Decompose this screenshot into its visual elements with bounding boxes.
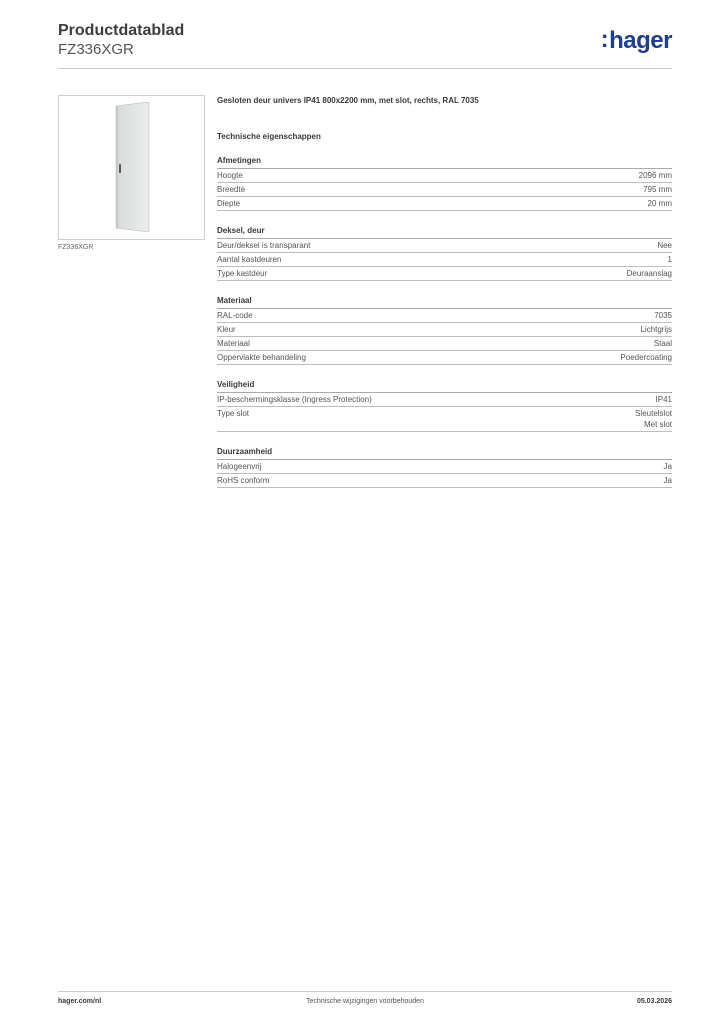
table-row bbox=[217, 323, 672, 337]
page-header bbox=[58, 20, 672, 70]
row-value: 20 mm bbox=[647, 199, 672, 208]
table-row bbox=[217, 183, 672, 197]
table-row bbox=[217, 253, 672, 267]
footer-divider bbox=[58, 991, 672, 992]
row-label: Oppervlakte behandeling bbox=[217, 353, 306, 362]
row-value: 795 mm bbox=[643, 185, 672, 194]
table-row bbox=[217, 393, 672, 407]
table-row bbox=[217, 197, 672, 211]
row-label: Breedte bbox=[217, 185, 246, 194]
section-dimensions bbox=[217, 155, 672, 211]
row-value: Poedercoating bbox=[620, 353, 672, 362]
page-footer bbox=[58, 998, 672, 1010]
section-title: Duurzaamheid bbox=[217, 446, 672, 460]
row-value: Deuraanslag bbox=[626, 269, 672, 278]
row-value: 7035 bbox=[654, 311, 672, 320]
section-title: Materiaal bbox=[217, 295, 672, 309]
row-value: IP41 bbox=[655, 395, 672, 404]
row-value: Lichtgrijs bbox=[640, 325, 672, 334]
row-label: Hoogte bbox=[217, 171, 243, 180]
footer-website-link[interactable]: hager.com/nl bbox=[58, 998, 102, 1005]
row-value: 2096 mm bbox=[638, 171, 672, 180]
header-divider bbox=[58, 68, 672, 69]
row-value: 1 bbox=[667, 255, 672, 264]
section-title: Veiligheid bbox=[217, 379, 672, 393]
row-label: RoHS conform bbox=[217, 476, 270, 485]
row-value: Staal bbox=[653, 339, 672, 348]
row-value: Nee bbox=[657, 241, 672, 250]
row-label: Type slot bbox=[217, 409, 250, 418]
product-image bbox=[58, 95, 205, 240]
row-value: Ja bbox=[663, 462, 672, 471]
product-details bbox=[217, 95, 672, 488]
product-description: Gesloten deur univers IP41 800x2200 mm, met slot, rechts, RAL 7035 bbox=[217, 96, 479, 105]
row-label: RAL-code bbox=[217, 311, 253, 320]
product-code: FZ336XGR bbox=[58, 41, 134, 58]
hager-logo: :hager bbox=[600, 26, 672, 54]
section-sustainability bbox=[217, 446, 672, 488]
section-material bbox=[217, 295, 672, 365]
table-row bbox=[217, 169, 672, 183]
table-row bbox=[217, 474, 672, 488]
section-title: Deksel, deur bbox=[217, 225, 672, 239]
table-row bbox=[217, 239, 672, 253]
footer-date: 05.03.2026 bbox=[636, 998, 672, 1005]
image-caption: FZ336XGR bbox=[58, 244, 94, 251]
row-label: Halogeenvrij bbox=[217, 462, 262, 471]
row-label: IP-beschermingsklasse (Ingress Protection) bbox=[217, 395, 372, 404]
section-title: Afmetingen bbox=[217, 155, 672, 169]
section-safety bbox=[217, 379, 672, 432]
document-title: Productdatablad bbox=[58, 22, 185, 39]
row-label: Kleur bbox=[217, 325, 236, 334]
table-row bbox=[217, 337, 672, 351]
table-row bbox=[217, 407, 672, 432]
table-row bbox=[217, 267, 672, 281]
door-illustration bbox=[113, 102, 151, 232]
table-row bbox=[217, 351, 672, 365]
row-label: Type kastdeur bbox=[217, 269, 268, 278]
technical-properties-heading: Technische eigenschappen bbox=[217, 132, 321, 141]
section-cover-door bbox=[217, 225, 672, 281]
row-label: Aantal kastdeuren bbox=[217, 255, 282, 264]
row-label: Materiaal bbox=[217, 339, 250, 348]
row-label: Deur/deksel is transparant bbox=[217, 241, 311, 250]
row-value: Ja bbox=[663, 476, 672, 485]
footer-disclaimer: Technische wijzigingen voorbehouden bbox=[306, 998, 424, 1005]
row-value: Sleutelslot Met slot bbox=[635, 409, 672, 429]
row-label: Diepte bbox=[217, 199, 241, 208]
table-row bbox=[217, 460, 672, 474]
table-row bbox=[217, 309, 672, 323]
